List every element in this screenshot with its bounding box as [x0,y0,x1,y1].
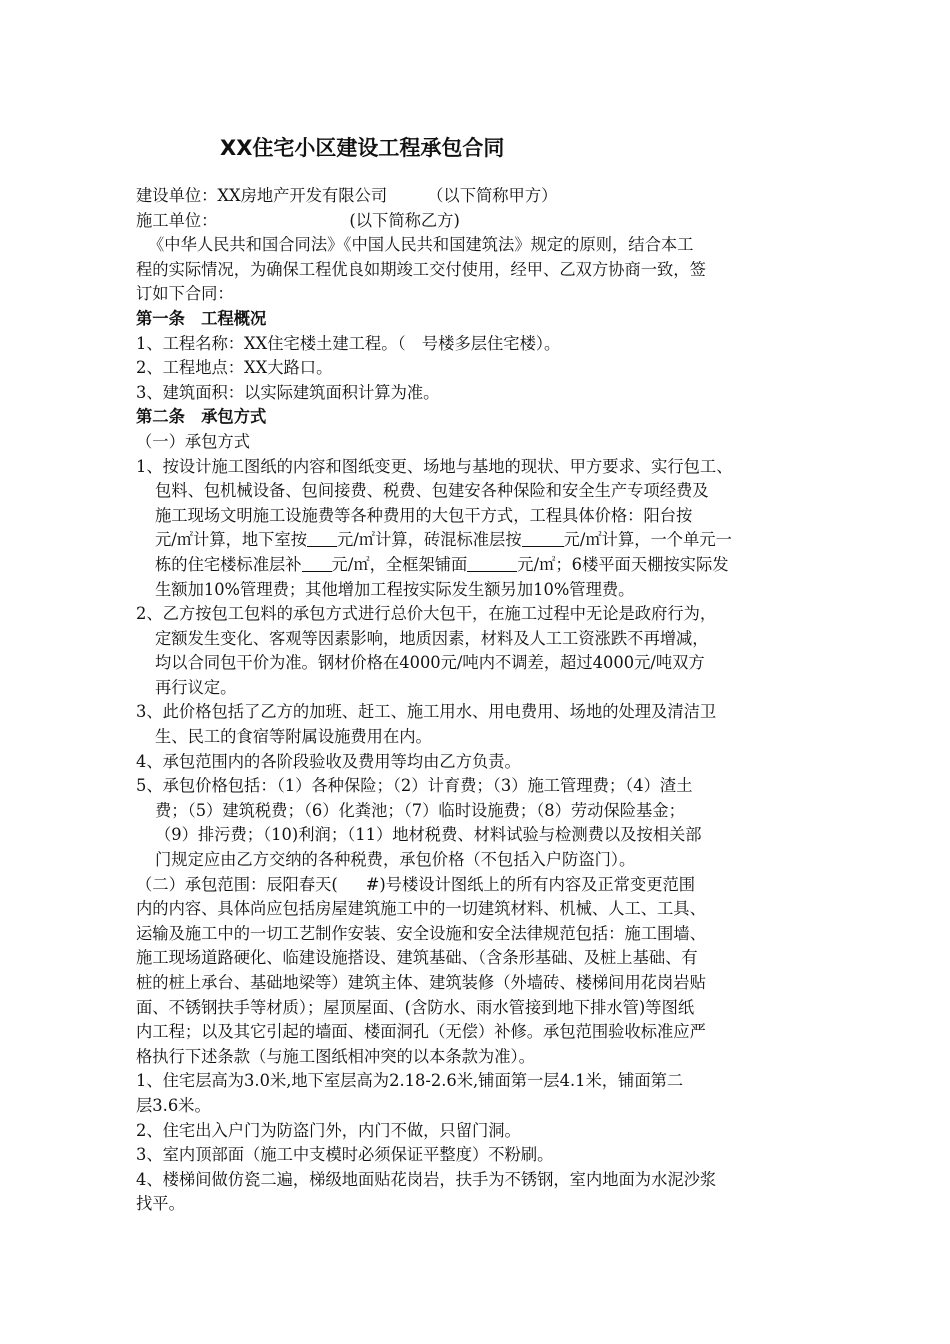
subsection-2-line: 施工现场道路硬化、临建设施搭设、建筑基础、（含条形基础、及桩上基础、有 [136,948,698,968]
article-1-item: 1、工程名称：XX住宅楼土建工程。（ 号楼多层住宅楼）。 [136,333,561,353]
party-b-label: 施工单位： [136,210,218,230]
subsection-2-line: 桩的桩上承台、基础地梁等）建筑主体、建筑装修（外墙砖、楼梯间用花岗岩贴 [136,973,706,992]
price-text: 元/㎡计算，砖混标准层按 [337,530,522,550]
price-text: 元/㎡，全框架铺面 [331,554,468,574]
scope-item-line: 4、楼梯间做仿瓷二遍，梯级地面贴花岗岩，扶手为不锈钢，室内地面为水泥沙浆 [136,1169,717,1189]
contract-title: XX住宅小区建设工程承包合同 [220,136,505,160]
scope-text: #)号楼设计图纸上的所有内容及正常变更范围 [365,874,696,894]
clause-1-line: 施工现场文明施工设施费等各种费用的大包干方式，工程具体价格：阳台按 [155,505,693,525]
clause-1-line: 包料、包机械设备、包间接费、税费、包建安各种保险和安全生产专项经费及 [155,481,709,501]
article-2-heading: 第二条 承包方式 [136,407,267,427]
clause-2-line: 均以合同包干价为准。钢材价格在4000元/吨内不调差，超过4000元/吨双方 [155,653,705,673]
party-a-note: （以下简称甲方） [427,186,558,205]
subsection-2-line: 内的内容、具体尚应包括房屋建筑施工中的一切建筑材料、机械、人工、工具、 [136,899,706,919]
subsection-1-heading: （一）承包方式 [136,431,250,451]
clause-5-line: （9）排污费；（10)利润；（11）地材税费、材料试验与检测费以及按相关部 [155,825,702,845]
clause-5-line: 门规定应由乙方交纳的各种税费，承包价格（不包括入户防盗门）。 [155,850,636,870]
blank-underline [302,555,332,572]
subsection-2-line: 运输及施工中的一切工艺制作安装、安全设施和安全法律规范包括：施工围墙、 [136,923,706,943]
party-a-line [136,184,826,209]
preamble-line: 《中华人民共和国合同法》《中国人民共和国建筑法》规定的原则，结合本工 [148,235,694,255]
price-text: 元/㎡；6楼平面天棚按实际发 [517,554,729,574]
contract-body [136,184,826,1217]
article-1-item: 2、工程地点：XX大路口。 [136,358,333,378]
party-b-line [136,209,826,234]
scope-item-line: 1、住宅层高为3.0米,地下室层高为2.18-2.6米,铺面第一层4.1米，铺面第二 [136,1071,684,1091]
scope-item-line: 2、住宅出入户门为防盗门外，内门不做，只留门洞。 [136,1120,521,1140]
preamble-line: 订如下合同： [136,284,234,304]
blank-underline [307,530,337,547]
scope-item-line: 找平。 [136,1194,185,1214]
clause-1-line: 生额加10%管理费；其他增加工程按实际发生额另加10%管理费。 [155,579,635,599]
article-1-heading: 第一条 工程概况 [136,308,267,328]
price-text: 元/㎡计算，地下室按 [155,530,308,550]
party-a-label: 建设单位：XX房地产开发有限公司 [136,186,388,205]
clause-2-line: 定额发生变化、客观等因素影响，地质因素，材料及人工工资涨跌不再增减， [155,628,709,648]
scope-item-line: 层3.6米。 [136,1095,211,1115]
price-text: 栋的住宅楼标准层补 [155,554,302,574]
blank-underline [522,530,564,547]
preamble-line: 程的实际情况，为确保工程优良如期竣工交付使用，经甲、乙双方协商一致，签 [136,259,706,279]
clause-4-line: 4、承包范围内的各阶段验收及费用等均由乙方负责。 [136,751,521,771]
subsection-2-line: 面、不锈钢扶手等材质）；屋顶屋面、(含防水、雨水管接到地下排水管)等图纸 [136,997,695,1017]
clause-2-line: 2、乙方按包工包料的承包方式进行总价大包干，在施工过程中无论是政府行为， [136,604,717,624]
article-1-item: 3、建筑面积：以实际建筑面积计算为准。 [136,382,440,402]
scope-text: （二）承包范围：辰阳春天( [136,874,338,894]
clause-1-price-line [136,528,826,553]
clause-3-line: 生、民工的食宿等附属设施费用在内。 [155,727,432,747]
clause-1-price-line [136,553,826,578]
clause-5-line: 费；（5）建筑税费；（6）化粪池；（7）临时设施费；（8）劳动保险基金； [155,800,685,820]
party-b-note: (以下简称乙方) [349,210,460,230]
clause-5-line: 5、承包价格包括：（1）各种保险；（2）计育费；（3）施工管理费；（4）渣土 [136,776,693,796]
clause-2-line: 再行议定。 [155,677,237,697]
price-text: 元/㎡计算，一个单元一 [563,530,732,550]
subsection-2-line: 内工程；以及其它引起的墙面、楼面洞孔（无偿）补修。承包范围验收标准应严 [136,1022,706,1042]
blank-underline [467,555,517,572]
subsection-2-line [136,873,826,898]
clause-1-line: 1、按设计施工图纸的内容和图纸变更、场地与基地的现状、甲方要求、实行包工、 [136,456,733,476]
clause-3-line: 3、此价格包括了乙方的加班、赶工、施工用水、用电费用、场地的处理及清洁卫 [136,702,717,722]
scope-item-line: 3、室内顶部面（施工中支模时必须保证平整度）不粉刷。 [136,1145,554,1165]
subsection-2-line: 格执行下述条款（与施工图纸相冲突的以本条款为准）。 [136,1046,535,1066]
